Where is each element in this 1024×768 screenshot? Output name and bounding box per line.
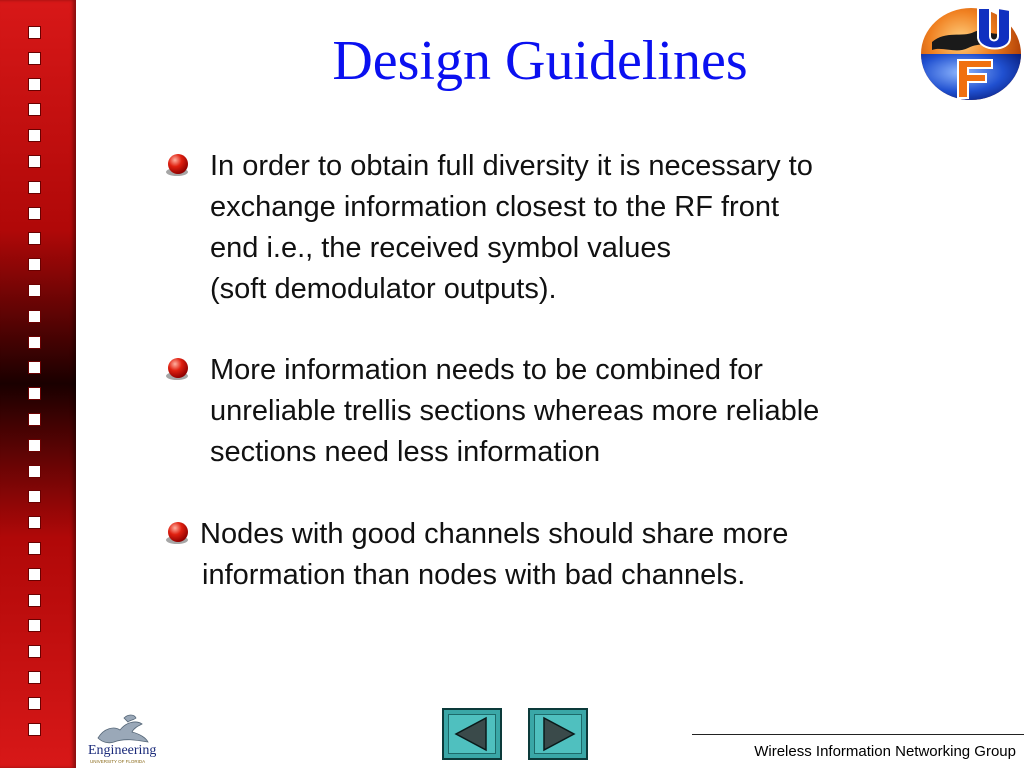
triangle-left-icon [452,716,492,752]
strip-square [28,52,41,65]
strip-square [28,568,41,581]
bullet-item-2 [160,350,960,480]
footer-divider [692,734,1024,735]
strip-square [28,155,41,168]
bullet-line: (soft demodulator outputs). [210,273,557,305]
strip-square [28,619,41,632]
strip-square [28,207,41,220]
strip-square [28,78,41,91]
strip-square [28,181,41,194]
strip-square [28,361,41,374]
left-decorative-strip [0,0,76,768]
engineering-logo-subtext: UNIVERSITY OF FLORIDA [90,759,146,764]
bullet-ball-icon [168,522,188,542]
previous-slide-button[interactable] [442,708,502,760]
strip-square [28,310,41,323]
strip-square [28,594,41,607]
engineering-logo-text: Engineering [88,743,156,758]
strip-square [28,723,41,736]
strip-square [28,645,41,658]
engineering-logo [84,708,156,766]
bullet-item-3 [160,514,960,604]
bullet-line: information than nodes with bad channels. [202,559,746,591]
strip-square [28,465,41,478]
next-slide-button[interactable] [528,708,588,760]
bullet-line: In order to obtain full diversity it is necessary to [210,150,813,182]
strip-square [28,26,41,39]
bullet-line: exchange information closest to the RF front [210,191,780,223]
strip-square [28,671,41,684]
bullet-line: More information needs to be combined for [210,354,763,386]
strip-square [28,284,41,297]
bullet-line: sections need less information [210,436,601,468]
strip-square [28,439,41,452]
strip-square [28,387,41,400]
bullet-ball-icon [168,358,188,378]
bullet-line: Nodes with good channels should share more [200,518,789,550]
triangle-right-icon [538,716,578,752]
strip-square [28,542,41,555]
strip-square [28,103,41,116]
strip-square [28,697,41,710]
strip-square [28,490,41,503]
strip-square [28,129,41,142]
bullet-line: unreliable trellis sections whereas more reliable [210,395,820,427]
bullet-item-1 [160,146,960,316]
strip-square [28,516,41,529]
slide-title: Design Guidelines [332,30,748,92]
footer-text: Wireless Information Networking Group [754,743,1016,760]
strip-square [28,413,41,426]
strip-square [28,232,41,245]
bullet-line: end i.e., the received symbol values [210,232,672,264]
uf-logo [918,2,1024,102]
strip-square [28,258,41,271]
strip-square [28,336,41,349]
bullet-ball-icon [168,154,188,174]
